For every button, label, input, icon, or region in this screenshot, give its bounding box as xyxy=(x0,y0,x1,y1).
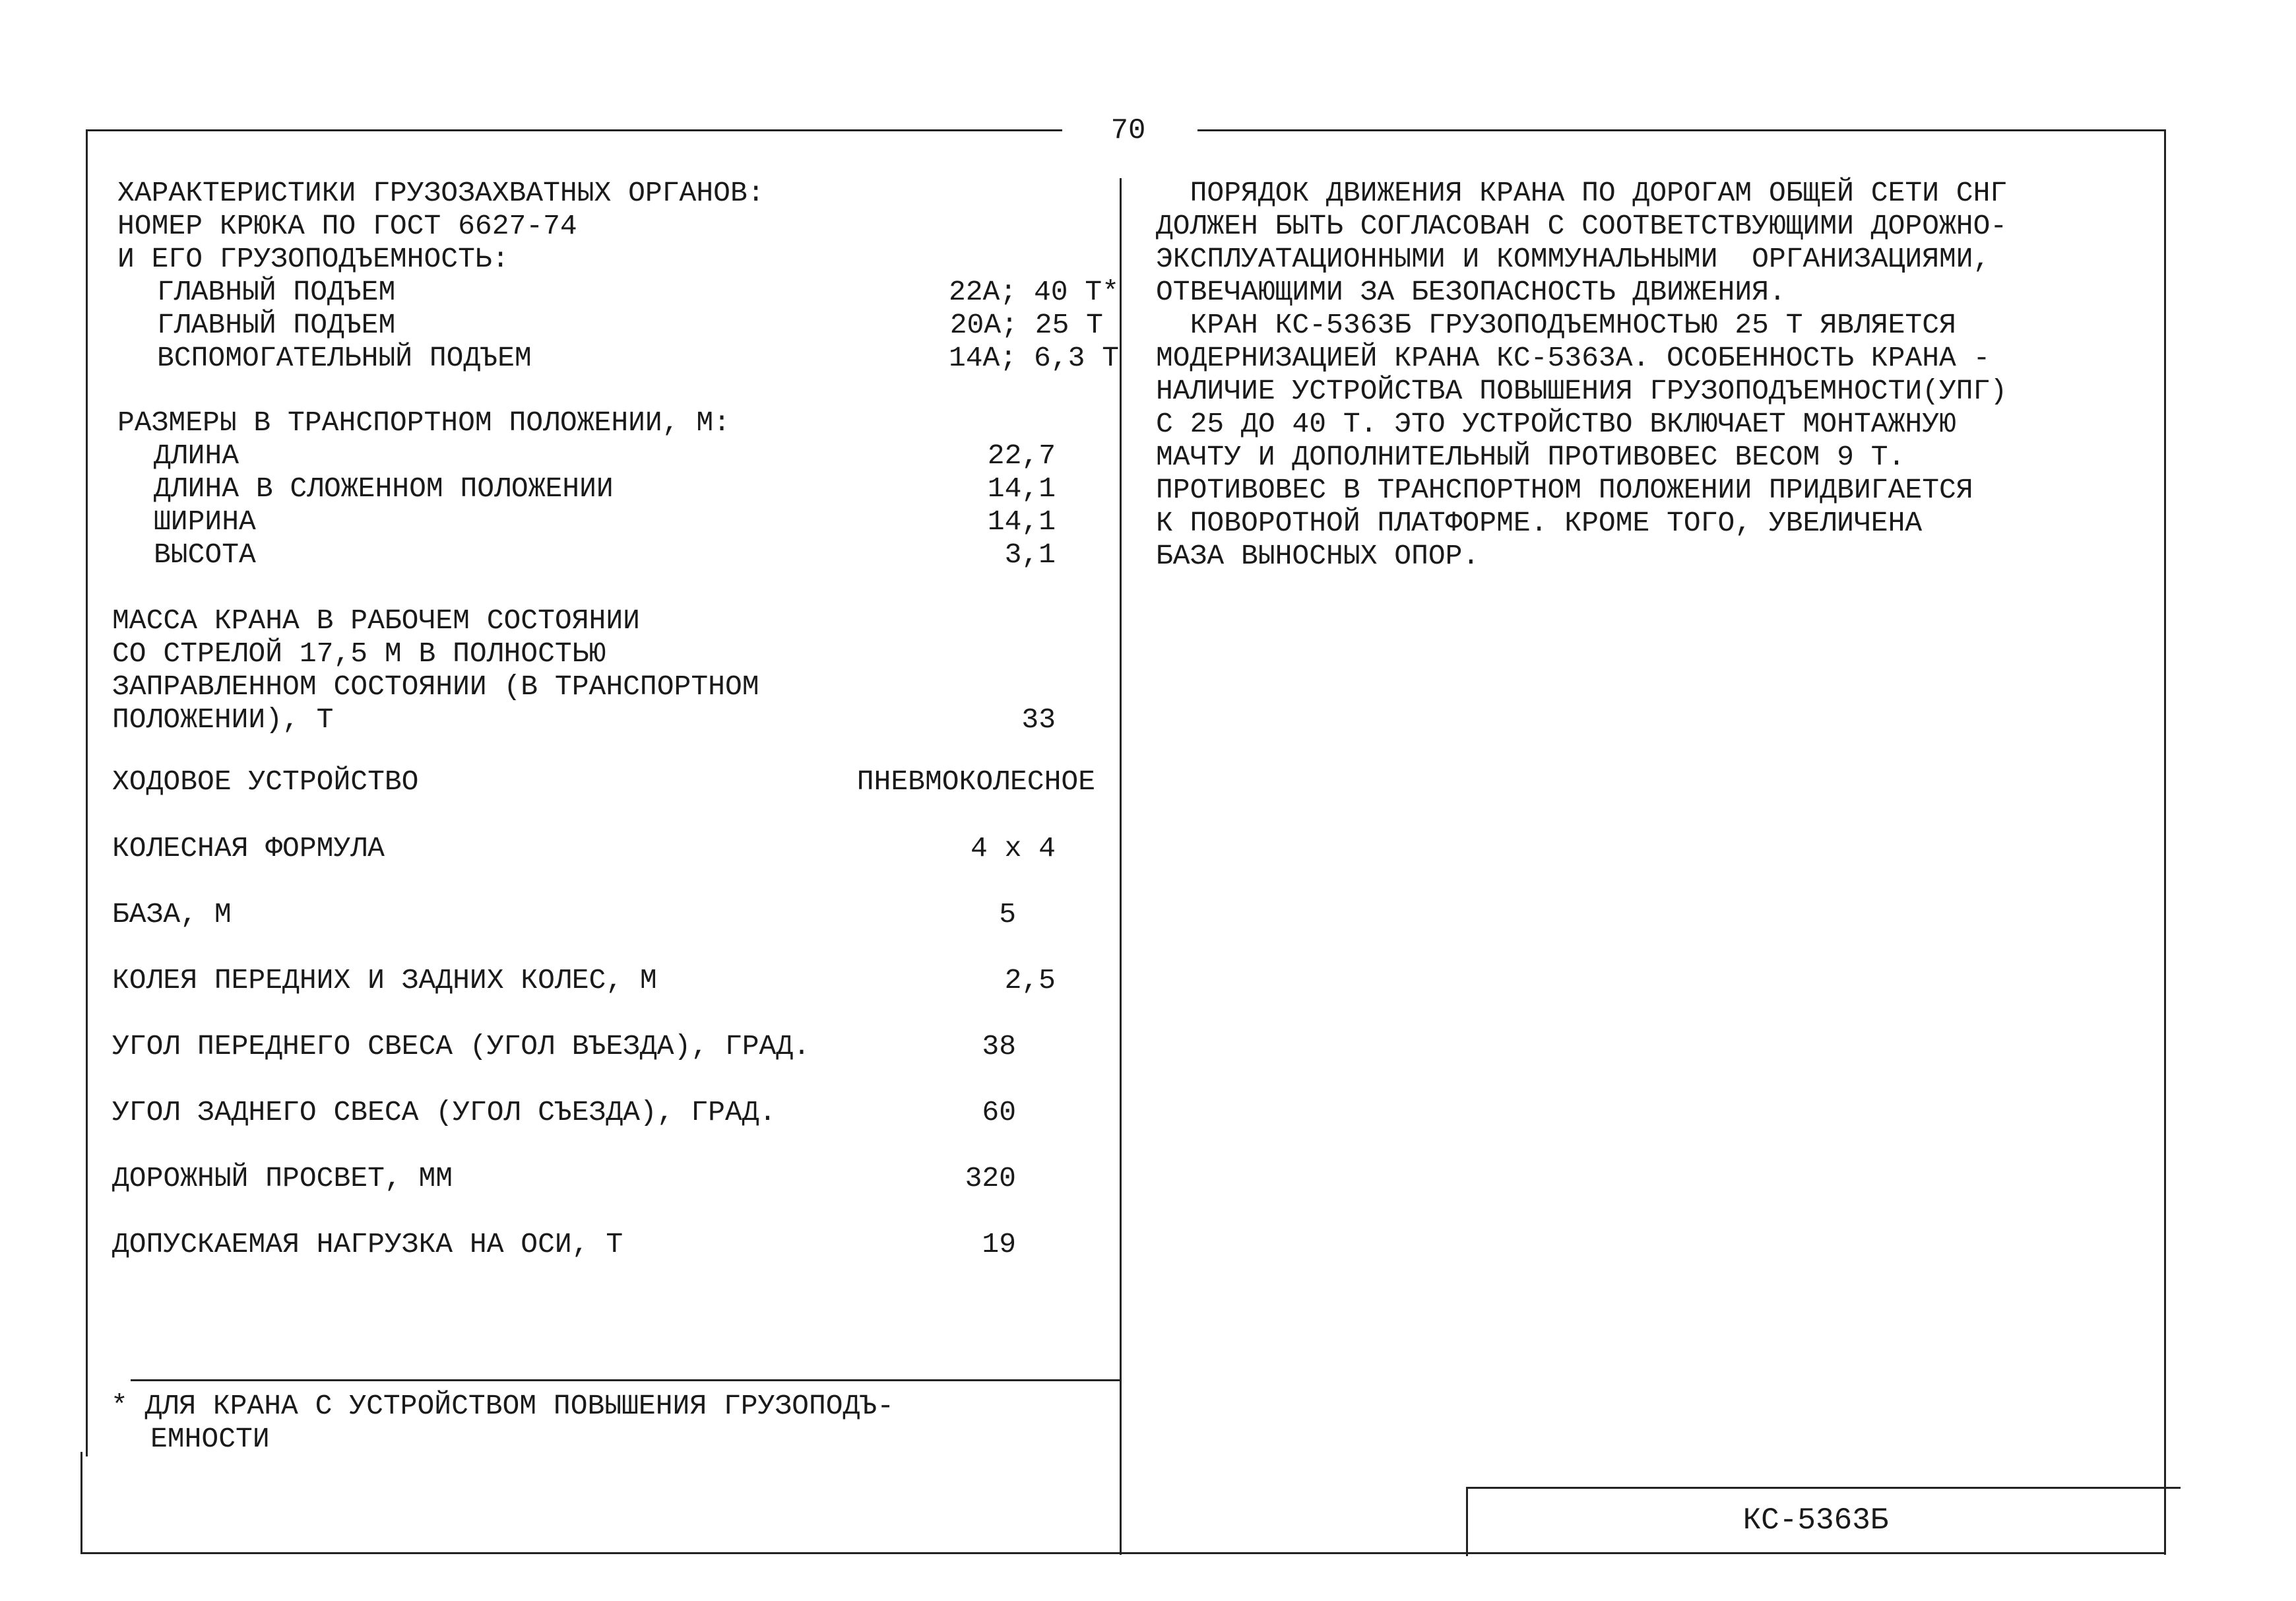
right-text-line: ПОРЯДОК ДВИЖЕНИЯ КРАНА ПО ДОРОГАМ ОБЩЕЙ СЕТИ СНГ xyxy=(1156,177,2008,209)
hook-value: 20А; 25 Т xyxy=(949,309,1103,341)
hook-value: 14А; 6,3 Т xyxy=(948,342,1119,374)
frame-left-border xyxy=(86,129,88,1456)
right-text-line: БАЗА ВЫНОСНЫХ ОПОР. xyxy=(1156,540,1480,572)
footnote-line-2: ЕМНОСТИ xyxy=(150,1423,270,1455)
hook-value: 22А; 40 Т* xyxy=(948,276,1119,308)
right-text-line: К ПОВОРОТНОЙ ПЛАТФОРМЕ. КРОМЕ ТОГО, УВЕЛИЧЕНА xyxy=(1156,507,1923,539)
frame-left-border-lower xyxy=(80,1452,82,1554)
right-text-line: КРАН КС-5363Б ГРУЗОПОДЪЕМНОСТЬЮ 25 Т ЯВЛЯЕТСЯ xyxy=(1156,309,1956,341)
param-label: БАЗА, М xyxy=(112,898,232,931)
param-label: КОЛЕСНАЯ ФОРМУЛА xyxy=(112,832,385,865)
hook-line-2: И ЕГО ГРУЗОПОДЪЕМНОСТЬ: xyxy=(117,243,509,275)
frame-top-right-rule xyxy=(1197,129,2164,131)
dim-value: 14,1 xyxy=(987,473,1056,505)
param-label: УГОЛ ПЕРЕДНЕГО СВЕСА (УГОЛ ВЪЕЗДА), ГРАД. xyxy=(112,1030,810,1062)
param-label: ДОРОЖНЫЙ ПРОСВЕТ, ММ xyxy=(112,1162,453,1194)
param-value: 320 xyxy=(965,1162,1016,1194)
param-label: КОЛЕЯ ПЕРЕДНИХ И ЗАДНИХ КОЛЕС, М xyxy=(112,964,657,997)
param-value: 19 xyxy=(982,1228,1016,1260)
right-text-line: МОДЕРНИЗАЦИЕЙ КРАНА КС-5363А. ОСОБЕННОСТЬ КРАНА - xyxy=(1156,342,1991,374)
column-divider xyxy=(1120,178,1122,1555)
right-text-line: ПРОТИВОВЕС В ТРАНСПОРТНОМ ПОЛОЖЕНИИ ПРИДВИГАЕТСЯ xyxy=(1156,474,1973,506)
mass-line-1: МАССА КРАНА В РАБОЧЕМ СОСТОЯНИИ xyxy=(112,604,640,637)
param-value: 60 xyxy=(982,1096,1016,1128)
right-text-line: С 25 ДО 40 Т. ЭТО УСТРОЙСТВО ВКЛЮЧАЕТ МОНТАЖНУЮ xyxy=(1156,408,1956,440)
mass-line-3: ЗАПРАВЛЕННОМ СОСТОЯНИИ (В ТРАНСПОРТНОМ xyxy=(112,670,759,703)
param-value: ПНЕВМОКОЛЕСНОЕ xyxy=(856,766,1095,798)
param-value: 4 х 4 xyxy=(970,832,1056,865)
hook-label: ГЛАВНЫЙ ПОДЪЕМ xyxy=(157,309,396,341)
dim-value: 3,1 xyxy=(1004,539,1056,571)
dim-label: ДЛИНА xyxy=(154,440,239,472)
dims-title: РАЗМЕРЫ В ТРАНСПОРТНОМ ПОЛОЖЕНИИ, М: xyxy=(117,407,730,439)
right-text-line: ОТВЕЧАЮЩИМИ ЗА БЕЗОПАСНОСТЬ ДВИЖЕНИЯ. xyxy=(1156,276,1786,308)
footnote-rule xyxy=(131,1379,1122,1381)
param-label: ХОДОВОЕ УСТРОЙСТВО xyxy=(112,766,419,798)
hook-label: ВСПОМОГАТЕЛЬНЫЙ ПОДЪЕМ xyxy=(157,342,532,374)
footnote-line-1: * ДЛЯ КРАНА С УСТРОЙСТВОМ ПОВЫШЕНИЯ ГРУЗОПОДЪ- xyxy=(111,1390,894,1422)
page-number: 70 xyxy=(1110,114,1146,147)
mass-line-2: СО СТРЕЛОЙ 17,5 М В ПОЛНОСТЬЮ xyxy=(112,637,606,670)
right-text-line: НАЛИЧИЕ УСТРОЙСТВА ПОВЫШЕНИЯ ГРУЗОПОДЪЕМНОСТИ(УПГ) xyxy=(1156,375,2008,407)
stamp-designation: КС-5363Б xyxy=(1742,1503,1889,1538)
mass-value: 33 xyxy=(1021,703,1056,736)
dim-label: ДЛИНА В СЛОЖЕННОМ ПОЛОЖЕНИИ xyxy=(154,473,614,505)
frame-right-border xyxy=(2164,129,2166,1555)
frame-top-left-rule xyxy=(86,129,1062,131)
dim-label: ВЫСОТА xyxy=(154,539,256,571)
param-value: 5 xyxy=(999,898,1016,931)
right-text-line: ЭКСПЛУАТАЦИОННЫМИ И КОММУНАЛЬНЫМИ ОРГАНИЗАЦИЯМИ, xyxy=(1156,243,1991,275)
right-text-line: ДОЛЖЕН БЫТЬ СОГЛАСОВАН С СООТВЕТСТВУЮЩИМИ ДОРОЖНО- xyxy=(1156,210,2008,242)
hook-label: ГЛАВНЫЙ ПОДЪЕМ xyxy=(157,276,396,308)
param-value: 38 xyxy=(982,1030,1016,1062)
hook-line-1: НОМЕР КРЮКА ПО ГОСТ 6627-74 xyxy=(117,210,577,242)
param-value: 2,5 xyxy=(1004,964,1056,997)
grip-title: ХАРАКТЕРИСТИКИ ГРУЗОЗАХВАТНЫХ ОРГАНОВ: xyxy=(117,177,765,209)
dim-value: 14,1 xyxy=(987,506,1056,538)
dim-value: 22,7 xyxy=(987,440,1056,472)
param-label: ДОПУСКАЕМАЯ НАГРУЗКА НА ОСИ, Т xyxy=(112,1228,623,1260)
mass-line-4: ПОЛОЖЕНИИ), Т xyxy=(112,703,334,736)
right-text-line: МАЧТУ И ДОПОЛНИТЕЛЬНЫЙ ПРОТИВОВЕС ВЕСОМ 9 Т. xyxy=(1156,441,1905,473)
dim-label: ШИРИНА xyxy=(154,506,256,538)
param-label: УГОЛ ЗАДНЕГО СВЕСА (УГОЛ СЪЕЗДА), ГРАД. xyxy=(112,1096,777,1128)
